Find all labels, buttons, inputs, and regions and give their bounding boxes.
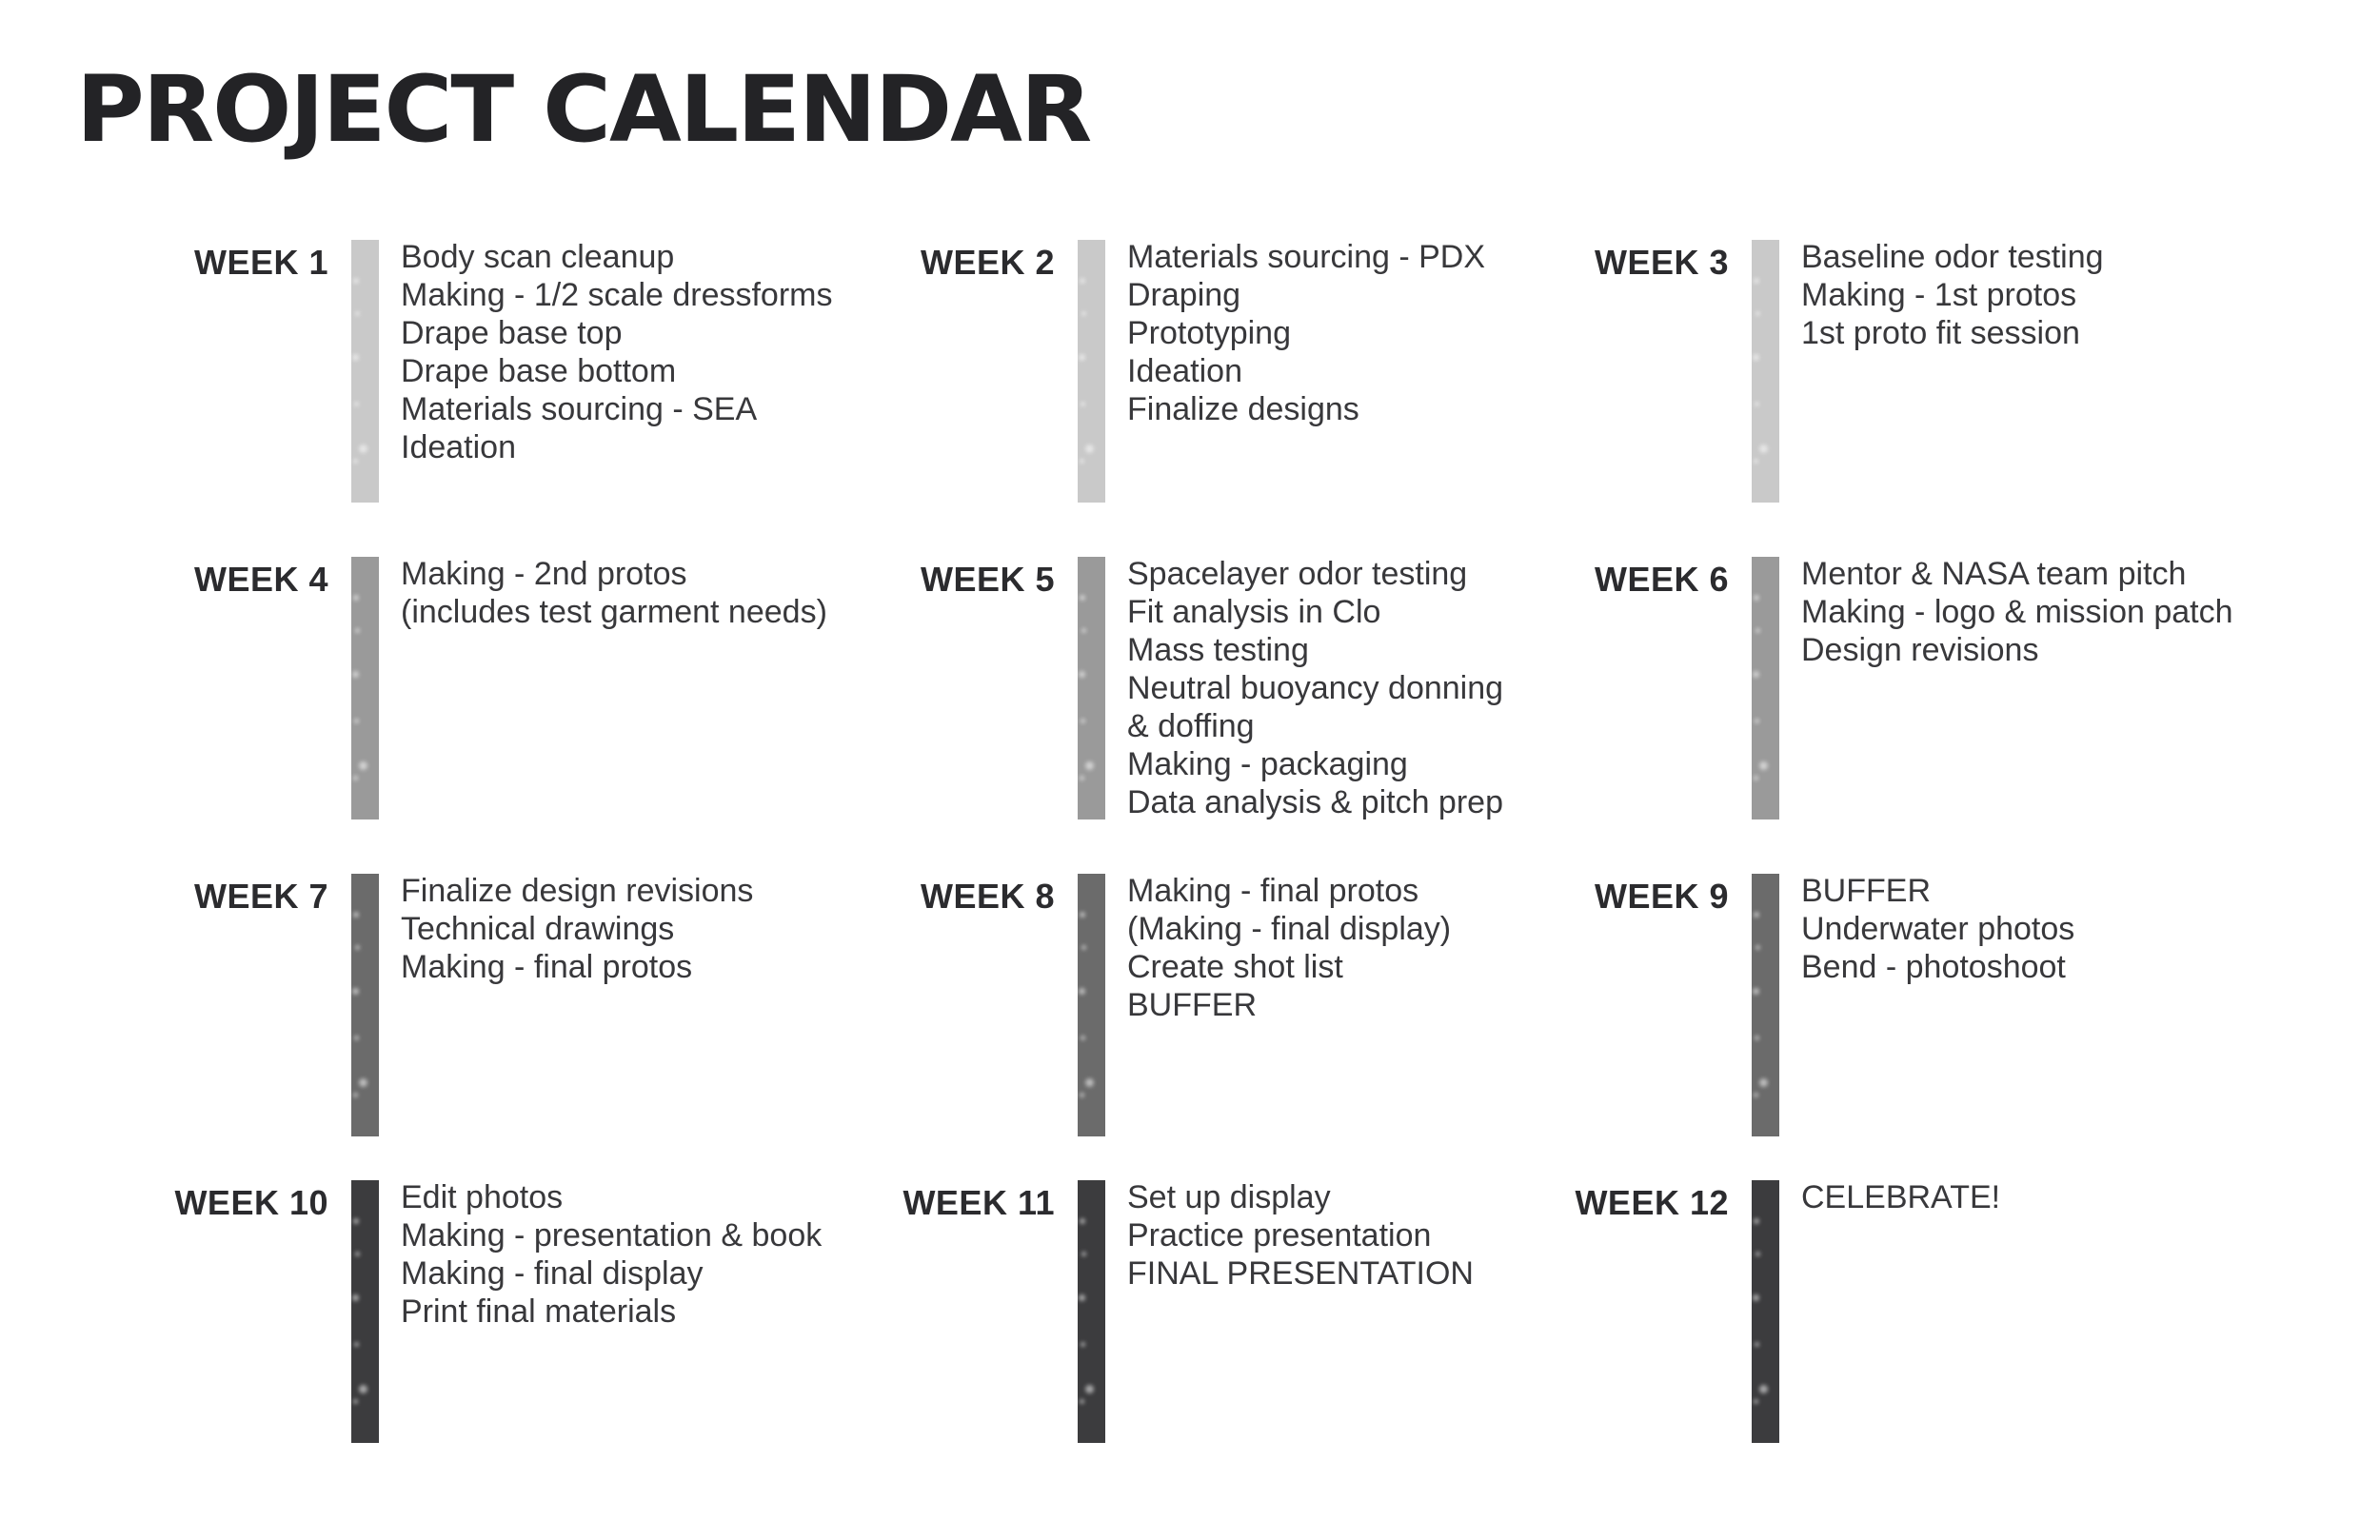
task-item: Making - 1/2 scale dressforms — [401, 277, 833, 313]
task-list — [401, 238, 833, 466]
bar-texture-speck — [1081, 311, 1086, 316]
bar-texture-speck — [1759, 444, 1768, 453]
bar-texture-speck — [353, 278, 359, 284]
week-label: WEEK 2 — [920, 243, 1055, 282]
bar-texture-speck — [1759, 761, 1768, 770]
task-item: Spacelayer odor testing — [1127, 556, 1468, 592]
task-list — [401, 1178, 822, 1331]
bar-texture-speck — [359, 1078, 367, 1087]
week-label: WEEK 4 — [193, 560, 328, 599]
task-item: Making - logo & mission patch — [1801, 594, 2233, 630]
task-item: Underwater photos — [1801, 911, 2075, 947]
bar-texture-speck — [352, 988, 359, 995]
task-list — [401, 555, 827, 631]
bar-texture-speck — [1080, 459, 1084, 464]
bar-texture-speck — [1085, 761, 1094, 770]
task-item: Design revisions — [1801, 632, 2039, 668]
task-item: BUFFER — [1127, 987, 1257, 1023]
task-item: Finalize design revisions — [401, 873, 754, 909]
task-item: Body scan cleanup — [401, 239, 675, 275]
week-timeline-bar — [1078, 557, 1105, 819]
week-timeline-bar — [1752, 1180, 1779, 1443]
bar-texture-speck — [1753, 1294, 1759, 1301]
bar-texture-speck — [1080, 912, 1085, 918]
week-timeline-bar — [351, 557, 379, 819]
task-item: Draping — [1127, 277, 1241, 313]
bar-texture-speck — [1759, 1078, 1768, 1087]
task-item: Edit photos — [401, 1179, 564, 1215]
task-item: FINAL PRESENTATION — [1127, 1255, 1474, 1292]
bar-texture-speck — [1754, 912, 1759, 918]
bar-texture-speck — [1755, 311, 1760, 316]
task-list — [1801, 555, 2233, 669]
bar-texture-speck — [1755, 1252, 1760, 1256]
task-item: Making - presentation & book — [401, 1217, 823, 1254]
bar-texture-speck — [354, 1036, 359, 1040]
bar-texture-speck — [353, 912, 359, 918]
bar-texture-speck — [354, 719, 359, 723]
week-label: WEEK 5 — [920, 560, 1055, 599]
task-item: Print final materials — [401, 1293, 677, 1330]
bar-texture-speck — [354, 402, 359, 406]
week-timeline-bar — [1078, 874, 1105, 1136]
bar-texture-speck — [1753, 988, 1759, 995]
bar-texture-speck — [1079, 354, 1085, 361]
bar-texture-speck — [1755, 945, 1760, 950]
bar-texture-speck — [1079, 1294, 1085, 1301]
bar-texture-speck — [1754, 1218, 1759, 1224]
task-item: Making - final display — [401, 1255, 704, 1292]
week-timeline-bar — [1078, 240, 1105, 503]
bar-texture-speck — [1755, 402, 1759, 406]
bar-texture-speck — [1754, 776, 1758, 780]
week-label: WEEK 3 — [1594, 243, 1729, 282]
bar-texture-speck — [1085, 1078, 1094, 1087]
bar-texture-speck — [1754, 459, 1758, 464]
bar-texture-speck — [359, 444, 367, 453]
week-label: WEEK 6 — [1594, 560, 1729, 599]
bar-texture-speck — [353, 1399, 358, 1404]
task-item: 1st proto fit session — [1801, 315, 2080, 351]
task-item: Baseline odor testing — [1801, 239, 2104, 275]
task-item: Materials sourcing - SEA — [401, 391, 758, 427]
bar-texture-speck — [1081, 945, 1086, 950]
bar-texture-speck — [1081, 402, 1085, 406]
bar-texture-speck — [353, 595, 359, 601]
task-list — [1801, 1178, 2000, 1216]
task-list — [1801, 238, 2104, 352]
task-item: & doffing — [1127, 708, 1255, 744]
bar-texture-speck — [1753, 671, 1759, 678]
bar-texture-speck — [352, 671, 359, 678]
bar-texture-speck — [1080, 1218, 1085, 1224]
week-label: WEEK 12 — [1575, 1183, 1729, 1222]
task-item: Create shot list — [1127, 949, 1343, 985]
week-label: WEEK 10 — [174, 1183, 328, 1222]
task-item: (includes test garment needs) — [401, 594, 827, 630]
bar-texture-speck — [1080, 1093, 1084, 1097]
task-list — [401, 872, 753, 986]
bar-texture-speck — [1085, 444, 1094, 453]
bar-texture-speck — [1080, 595, 1085, 601]
bar-texture-speck — [1759, 1385, 1768, 1393]
task-list — [1127, 872, 1451, 1024]
task-item: Making - final protos — [401, 949, 693, 985]
bar-texture-speck — [355, 311, 360, 316]
week-timeline-bar — [351, 874, 379, 1136]
week-timeline-bar — [1752, 240, 1779, 503]
bar-texture-speck — [1080, 278, 1085, 284]
task-item: Drape base bottom — [401, 353, 677, 389]
bar-texture-speck — [1081, 1342, 1085, 1347]
bar-texture-speck — [1079, 988, 1085, 995]
bar-texture-speck — [1755, 628, 1760, 633]
week-timeline-bar — [1078, 1180, 1105, 1443]
task-list — [1127, 1178, 1474, 1293]
bar-texture-speck — [1754, 1093, 1758, 1097]
task-list — [1801, 872, 2074, 986]
bar-texture-speck — [1081, 628, 1086, 633]
task-item: Finalize designs — [1127, 391, 1359, 427]
bar-texture-speck — [1081, 1252, 1086, 1256]
week-timeline-bar — [1752, 874, 1779, 1136]
task-item: CELEBRATE! — [1801, 1179, 2001, 1215]
bar-texture-speck — [1081, 719, 1085, 723]
task-item: Data analysis & pitch prep — [1127, 784, 1503, 820]
bar-texture-speck — [1754, 595, 1759, 601]
bar-texture-speck — [359, 1385, 367, 1393]
bar-texture-speck — [1080, 1399, 1084, 1404]
page-title: PROJECT CALENDAR — [76, 56, 1091, 163]
task-item: Making - packaging — [1127, 746, 1408, 782]
task-item: Bend - photoshoot — [1801, 949, 2066, 985]
week-timeline-bar — [351, 240, 379, 503]
task-item: (Making - final display) — [1127, 911, 1452, 947]
task-item: Technical drawings — [401, 911, 675, 947]
task-item: Mentor & NASA team pitch — [1801, 556, 2187, 592]
task-item: BUFFER — [1801, 873, 1931, 909]
bar-texture-speck — [1085, 1385, 1094, 1393]
week-label: WEEK 8 — [920, 877, 1055, 916]
task-item: Practice presentation — [1127, 1217, 1432, 1254]
task-item: Making - 1st protos — [1801, 277, 2077, 313]
week-label: WEEK 1 — [193, 243, 328, 282]
bar-texture-speck — [1754, 278, 1759, 284]
task-item: Ideation — [401, 429, 516, 465]
bar-texture-speck — [352, 1294, 359, 1301]
bar-texture-speck — [1753, 354, 1759, 361]
bar-texture-speck — [1079, 671, 1085, 678]
week-timeline-bar — [1752, 557, 1779, 819]
bar-texture-speck — [1081, 1036, 1085, 1040]
week-label: WEEK 7 — [193, 877, 328, 916]
task-item: Fit analysis in Clo — [1127, 594, 1381, 630]
bar-texture-speck — [1754, 1399, 1758, 1404]
bar-texture-speck — [355, 945, 360, 950]
bar-texture-speck — [353, 776, 358, 780]
task-item: Making - final protos — [1127, 873, 1419, 909]
bar-texture-speck — [1755, 1036, 1759, 1040]
bar-texture-speck — [353, 459, 358, 464]
task-list — [1127, 238, 1485, 428]
bar-texture-speck — [355, 628, 360, 633]
week-timeline-bar — [351, 1180, 379, 1443]
week-label: WEEK 9 — [1594, 877, 1729, 916]
task-item: Making - 2nd protos — [401, 556, 687, 592]
bar-texture-speck — [355, 1252, 360, 1256]
bar-texture-speck — [1080, 776, 1084, 780]
bar-texture-speck — [1755, 719, 1759, 723]
bar-texture-speck — [1755, 1342, 1759, 1347]
bar-texture-speck — [353, 1218, 359, 1224]
task-item: Materials sourcing - PDX — [1127, 239, 1486, 275]
bar-texture-speck — [359, 761, 367, 770]
task-item: Prototyping — [1127, 315, 1291, 351]
task-item: Neutral buoyancy donning — [1127, 670, 1504, 706]
task-item: Drape base top — [401, 315, 623, 351]
bar-texture-speck — [352, 354, 359, 361]
bar-texture-speck — [353, 1093, 358, 1097]
task-item: Mass testing — [1127, 632, 1309, 668]
task-item: Ideation — [1127, 353, 1242, 389]
week-label: WEEK 11 — [902, 1183, 1055, 1222]
task-item: Set up display — [1127, 1179, 1331, 1215]
bar-texture-speck — [354, 1342, 359, 1347]
